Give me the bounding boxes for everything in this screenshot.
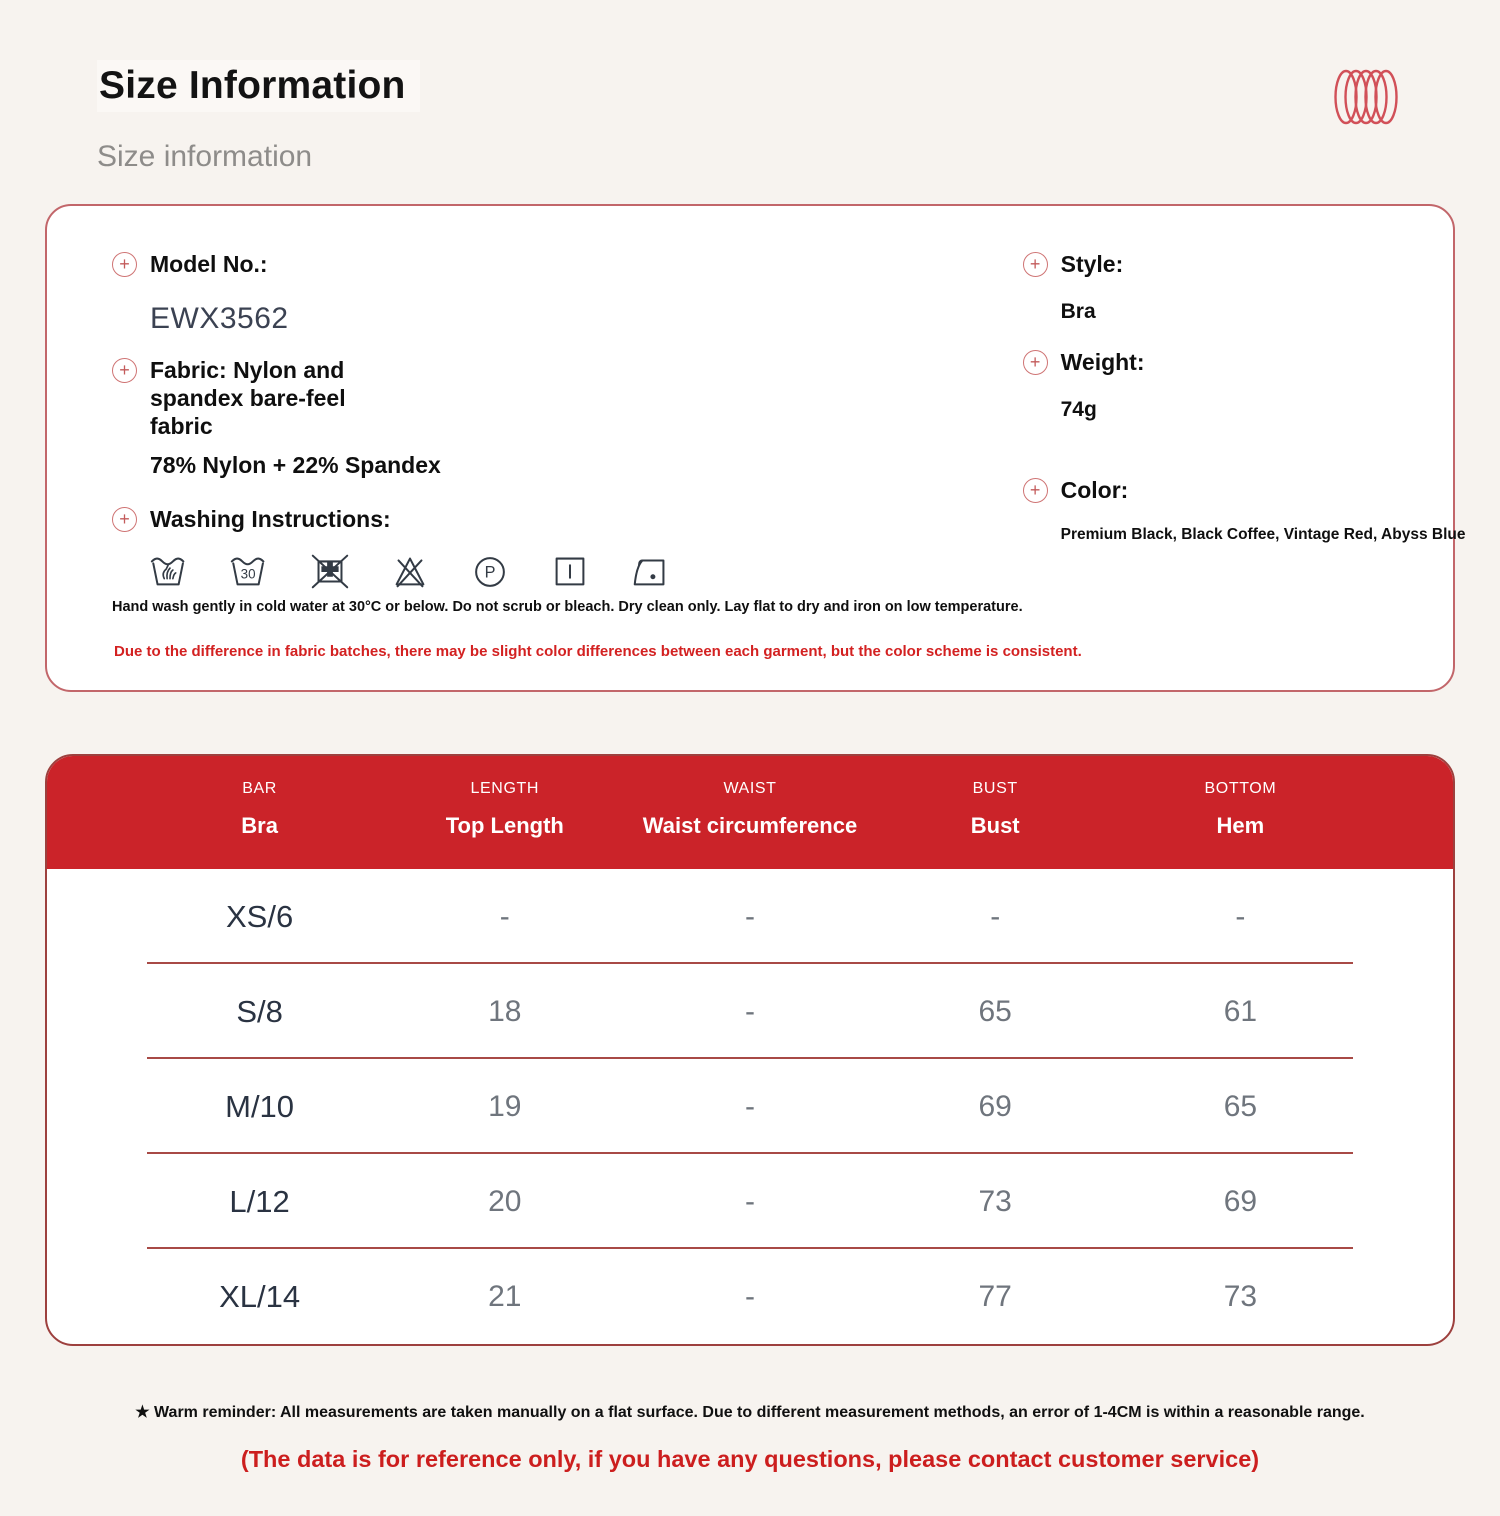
plus-icon [112, 507, 137, 532]
page-header [0, 0, 1500, 174]
page-title: Size Information [97, 60, 420, 112]
table-row [47, 1154, 1453, 1249]
weight-value: 74g [1060, 398, 1097, 422]
column-header-label: Waist circumference [642, 813, 858, 839]
plus-icon [1023, 478, 1048, 503]
value-cell: 69 [1223, 1184, 1258, 1218]
footer-notes [0, 1402, 1500, 1473]
drip-dry-icon [548, 549, 592, 593]
product-info-card [45, 204, 1466, 692]
value-cell: 18 [488, 994, 522, 1028]
column-header-bust [873, 780, 1118, 839]
column-header-bra [137, 780, 382, 839]
size-table-body [47, 869, 1453, 1344]
value-cell: 65 [1223, 1089, 1258, 1123]
title-block [97, 60, 420, 174]
plus-icon [1023, 350, 1048, 375]
column-header-label: Bra [241, 813, 278, 839]
fabric-composition: 78% Nylon + 22% Spandex [150, 452, 441, 479]
size-table-header [47, 756, 1453, 869]
dry-clean-p-icon [468, 549, 512, 593]
info-left-column [112, 250, 1023, 615]
table-row [47, 964, 1453, 1059]
table-row [47, 1059, 1453, 1154]
hand-wash-icon [148, 549, 192, 593]
washing-icons-row [148, 549, 1023, 593]
plus-icon [112, 358, 137, 383]
style-value: Bra [1060, 300, 1096, 324]
value-cell: - [744, 899, 755, 933]
plus-icon [1023, 252, 1048, 277]
color-value: Premium Black, Black Coffee, Vintage Red, Abyss Blue [1060, 526, 1466, 544]
column-header-hem [1118, 780, 1363, 839]
value-cell: 73 [978, 1184, 1012, 1218]
column-header-en: BOTTOM [1204, 780, 1277, 798]
reference-note: (The data is for reference only, if you have any questions, please contact customer service) [240, 1446, 1260, 1473]
value-cell: 65 [978, 994, 1012, 1028]
weight-row [1023, 348, 1500, 376]
value-cell: 69 [978, 1089, 1012, 1123]
column-header-label: Hem [1216, 813, 1265, 839]
plus-icon [112, 252, 137, 277]
info-right-column [1023, 250, 1500, 615]
style-label: Style: [1060, 251, 1124, 277]
washing-row [112, 505, 1023, 533]
size-cell: XL/14 [219, 1278, 301, 1314]
value-cell: - [990, 899, 1001, 933]
iron-low-temp-icon [628, 549, 674, 593]
value-cell: 77 [978, 1279, 1012, 1313]
value-cell: - [1235, 899, 1246, 933]
coil-spring-icon [1332, 66, 1400, 128]
value-cell: - [744, 1184, 755, 1218]
size-cell: L/12 [229, 1183, 290, 1219]
value-cell: 73 [1223, 1279, 1258, 1313]
value-cell: - [744, 1089, 755, 1123]
value-cell: 21 [488, 1279, 522, 1313]
do-not-wring-icon [308, 549, 352, 593]
do-not-bleach-icon [388, 549, 432, 593]
svg-text:P: P [484, 563, 496, 582]
fabric-label: Fabric: Nylon and spandex bare-feel fabric [150, 357, 346, 440]
washing-caption: Hand wash gently in cold water at 30°C or below. Do not scrub or bleach. Dry clean only. Lay flat to dry and iron on low temperature. [112, 599, 1023, 616]
size-cell: S/8 [236, 993, 283, 1029]
column-header-en: LENGTH [470, 780, 540, 798]
color-row [1023, 476, 1500, 504]
value-cell: 20 [488, 1184, 522, 1218]
size-table [45, 754, 1455, 1346]
svg-text:30: 30 [240, 566, 256, 582]
column-header-label: Top Length [445, 813, 564, 839]
color-label: Color: [1060, 477, 1129, 504]
value-cell: - [499, 899, 510, 933]
column-header-label: Bust [970, 813, 1020, 839]
column-header-length [382, 780, 627, 839]
page-subtitle: Size information [97, 140, 313, 173]
table-row [47, 869, 1453, 964]
size-cell: XS/6 [225, 898, 294, 934]
column-header-en: WAIST [723, 780, 777, 798]
size-cell: M/10 [225, 1088, 295, 1124]
value-cell: - [744, 1279, 755, 1313]
warm-reminder: ★ Warm reminder: All measurements are taken manually on a flat surface. Due to different measurement methods, an error of 1-4CM is within a reasonable range. [135, 1404, 1365, 1422]
value-cell: 19 [488, 1089, 522, 1123]
value-cell: - [744, 994, 755, 1028]
model-row [112, 250, 1023, 278]
model-label: Model No.: [150, 251, 268, 277]
table-row [47, 1249, 1453, 1344]
value-cell: 61 [1223, 994, 1258, 1028]
column-header-en: BAR [242, 780, 277, 798]
column-header-en: BUST [972, 780, 1018, 798]
fabric-row [112, 356, 1023, 440]
model-value: EWX3562 [150, 302, 289, 336]
style-row [1023, 250, 1500, 278]
batch-note: Due to the difference in fabric batches, there may be slight color differences between each garment, but the color scheme is consistent. [114, 643, 1082, 661]
washing-label: Washing Instructions: [150, 506, 391, 533]
wash-30-icon [228, 549, 272, 593]
weight-label: Weight: [1060, 349, 1145, 376]
column-header-waist [627, 780, 872, 839]
